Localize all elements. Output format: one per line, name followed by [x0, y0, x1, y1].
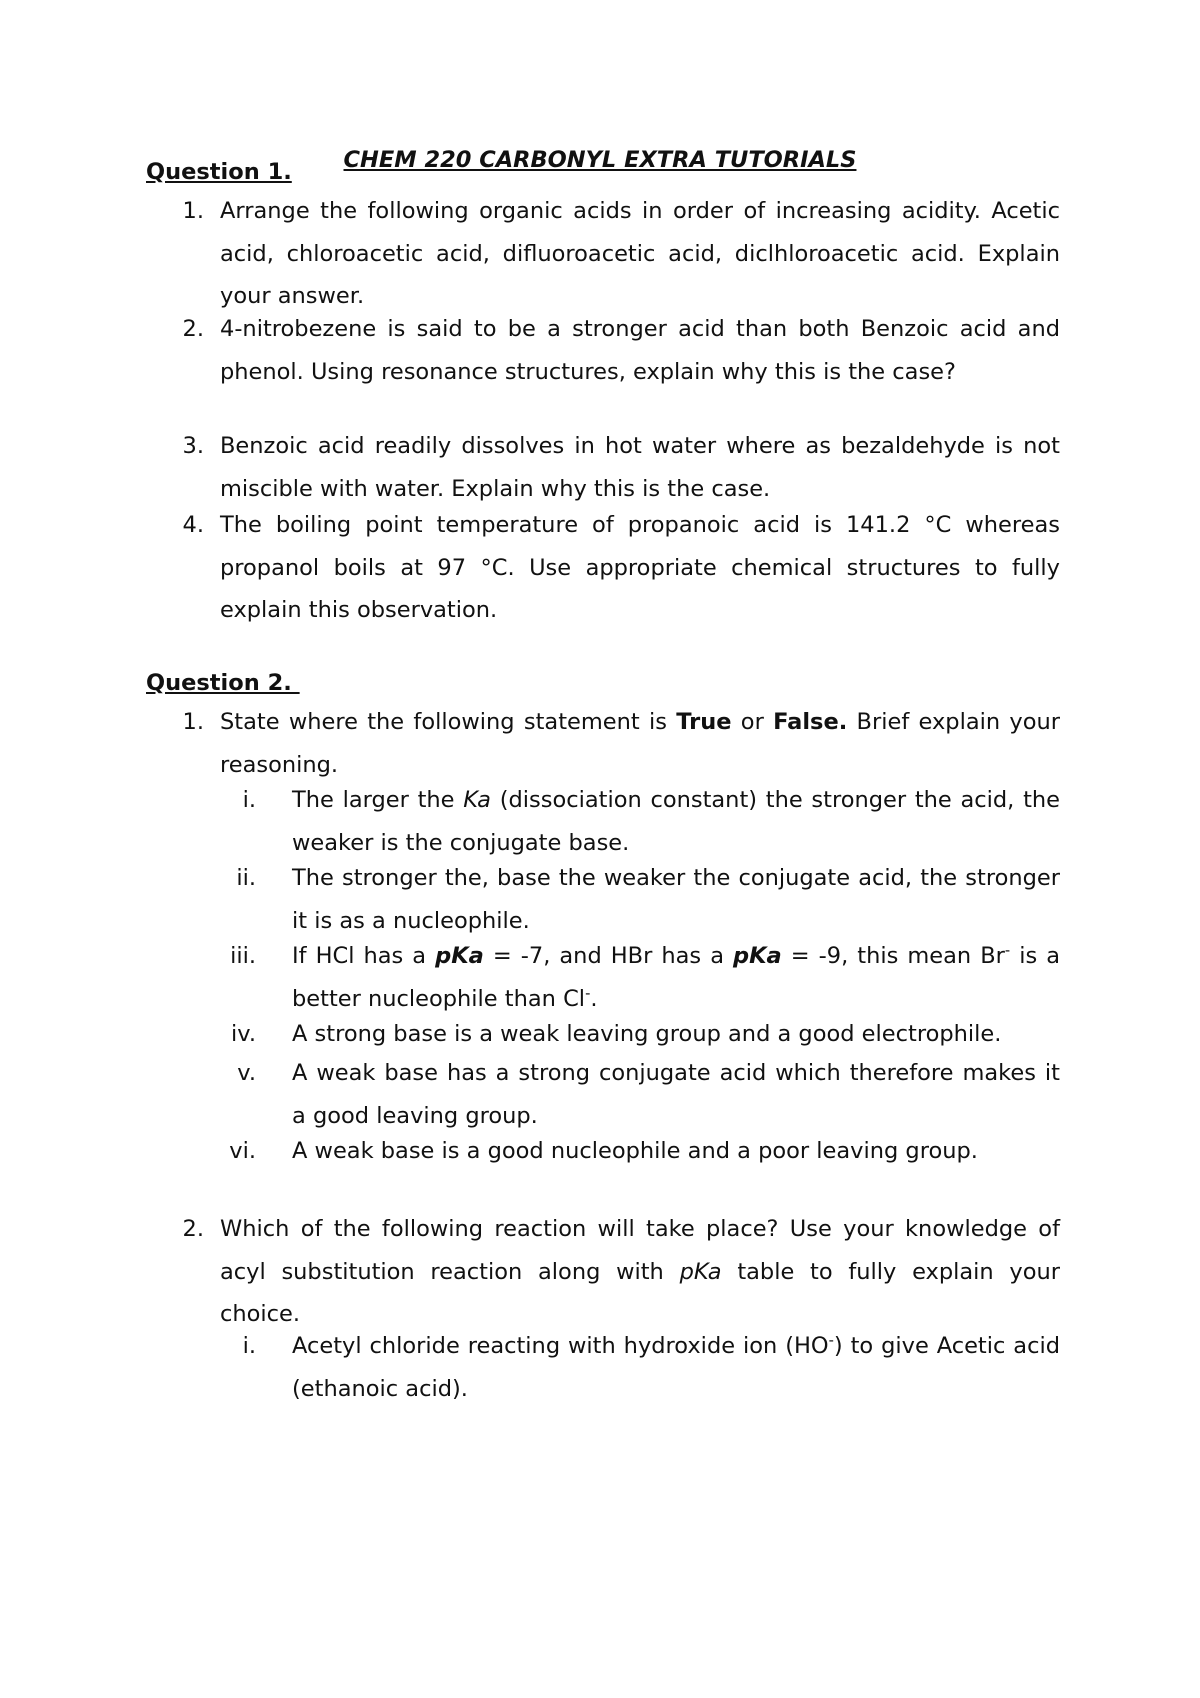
q1-item-1	[176, 190, 1060, 318]
q2-item-1	[176, 701, 1060, 786]
q2-1-sub-iii-text: If HCl has a pKa = -7, and HBr has a pKa = -9, this mean Br- is a better nucleophile than Cl-.	[292, 941, 1061, 1012]
false-keyword: False.	[773, 709, 848, 735]
list-number: 1.	[182, 709, 204, 735]
q2-2-sub-i-text: Acetyl chloride reacting with hydroxide ion (HO-) to give Acetic acid (ethanoic acid).	[292, 1331, 1060, 1402]
roman-number: vi.	[229, 1138, 256, 1164]
q2-1-sub-vi	[216, 1130, 1060, 1173]
q2-item-2-text: Which of the following reaction will take place? Use your knowledge of acyl substitution reaction along with pKa table to fully explain your choice.	[220, 1216, 1060, 1328]
list-number: 4.	[182, 512, 204, 538]
list-number: 2.	[182, 1216, 204, 1242]
list-number: 1.	[182, 198, 204, 224]
roman-number: i.	[242, 787, 256, 813]
q2-1-sub-iv	[216, 1013, 1060, 1056]
q1-item-2-text: 4-nitrobezene is said to be a stronger acid than both Benzoic acid and phenol. Using resonance structures, explain why this is the case?	[220, 316, 1060, 385]
question-2-heading: Question 2.	[146, 670, 300, 696]
q2-item-2	[176, 1208, 1060, 1336]
q2-1-sub-vi-text: A weak base is a good nucleophile and a poor leaving group.	[292, 1138, 978, 1164]
document-title: CHEM 220 CARBONYL EXTRA TUTORIALS	[343, 147, 857, 173]
roman-number: ii.	[236, 865, 256, 891]
q2-1-sub-v-text: A weak base has a strong conjugate acid which therefore makes it a good leaving group.	[292, 1060, 1060, 1129]
q2-1-sub-v	[216, 1052, 1060, 1137]
q2-1-sub-iii	[216, 935, 1060, 1020]
question-1-heading: Question 1.	[146, 159, 292, 185]
q2-1-sub-iv-text: A strong base is a weak leaving group and a good electrophile.	[292, 1021, 1002, 1047]
q1-item-2	[176, 308, 1060, 393]
q1-item-3	[176, 425, 1060, 510]
q1-item-1-text: Arrange the following organic acids in order of increasing acidity. Acetic acid, chloroacetic acid, difluoroacetic acid, diclhloroacetic acid. Explain your answer.	[220, 198, 1060, 310]
roman-number: iii.	[230, 943, 256, 969]
q1-item-4	[176, 504, 1060, 632]
q2-2-sub-i	[216, 1325, 1060, 1410]
true-keyword: True	[676, 709, 732, 735]
q2-item-1-text: State where the following statement is True or False. Brief explain your reasoning.	[220, 709, 1060, 778]
roman-number: v.	[237, 1060, 256, 1086]
q2-1-sub-i	[216, 779, 1060, 864]
q2-1-sub-i-text: The larger the Ka (dissociation constant) the stronger the acid, the weaker is the conjugate base.	[292, 787, 1060, 856]
q2-1-sub-ii-text: The stronger the, base the weaker the conjugate acid, the stronger it is as a nucleophile.	[292, 865, 1060, 934]
q2-1-sub-ii	[216, 857, 1060, 942]
list-number: 3.	[182, 433, 204, 459]
q1-item-3-text: Benzoic acid readily dissolves in hot water where as bezaldehyde is not miscible with water. Explain why this is the case.	[220, 433, 1060, 502]
list-number: 2.	[182, 316, 204, 342]
roman-number: i.	[242, 1333, 256, 1359]
q1-item-4-text: The boiling point temperature of propanoic acid is 141.2 °C whereas propanol boils at 97 °C. Use appropriate chemical structures to fully explain this observation.	[220, 512, 1060, 624]
roman-number: iv.	[231, 1021, 256, 1047]
